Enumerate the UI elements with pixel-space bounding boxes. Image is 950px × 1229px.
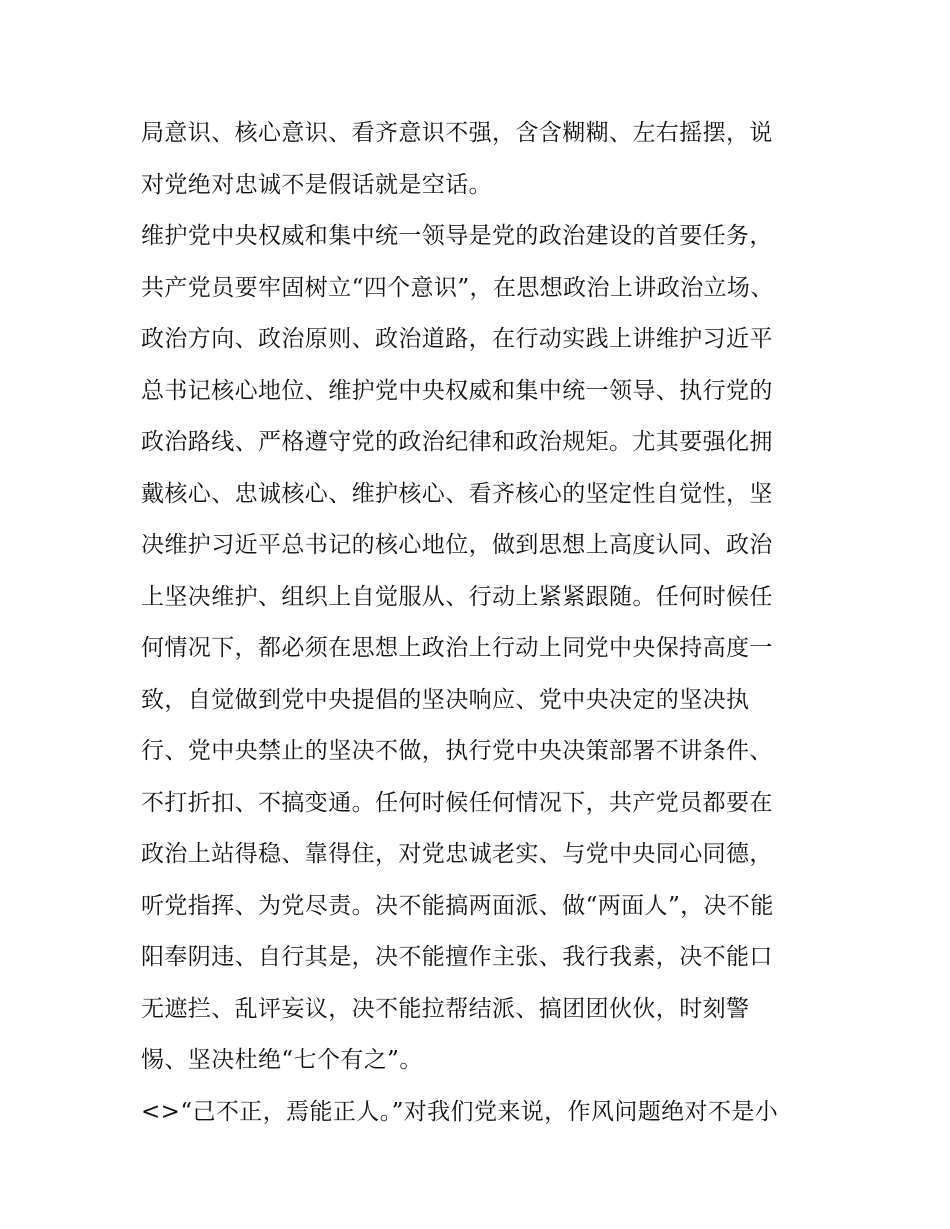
text-line: 无遮拦、乱评妄议，决不能拉帮结派、搞团团伙伙，时刻警 [141, 995, 750, 1022]
text-line: 政治路线、严格遵守党的政治纪律和政治规矩。尤其要强化拥 [141, 429, 773, 455]
text-line: 局意识、核心意识、看齐意识不强，含含糊糊、左右摇摆，说 [141, 120, 773, 146]
text-line: 政治上站得稳、靠得住，对党忠诚老实、与党中央同心同德， [141, 841, 773, 867]
text-line: 上坚决维护、组织上自觉服从、行动上紧紧跟随。任何时候任 [141, 583, 773, 610]
text-line: 对党绝对忠诚不是假话就是空话。 [141, 171, 492, 198]
text-line: 决维护习近平总书记的核心地位，做到思想上高度认同、政治 [141, 532, 773, 558]
text-line: 总书记核心地位、维护党中央权威和集中统一领导、执行党的 [141, 377, 773, 404]
text-line: 维护党中央权威和集中统一领导是党的政治建设的首要任务， [141, 223, 773, 249]
text-line: 何情况下，都必须在思想上政治上行动上同党中央保持高度一 [141, 635, 773, 661]
text-line: 政治方向、政治原则、政治道路，在行动实践上讲维护习近平 [141, 326, 773, 352]
text-line: 听党指挥、为党尽责。决不能搞两面派、做“两面人”，决不能 [141, 892, 774, 919]
text-line: 不打折扣、不搞变通。任何时候任何情况下，共产党员都要在 [141, 789, 773, 816]
text-line: 惕、坚决杜绝“七个有之”。 [141, 1047, 423, 1073]
text-line: 戴核心、忠诚核心、维护核心、看齐核心的坚定性自觉性，坚 [141, 480, 773, 507]
text-line: <>“己不正，焉能正人。”对我们党来说，作风问题绝对不是小 [141, 1098, 779, 1125]
text-line: 行、党中央禁止的坚决不做，执行党中央决策部署不讲条件、 [141, 738, 773, 764]
text-line: 阳奉阴违、自行其是，决不能擅作主张、我行我素，决不能口 [141, 944, 773, 970]
text-line: 共产党员要牢固树立“四个意识”，在思想政治上讲政治立场、 [141, 274, 774, 301]
text-line: 致，自觉做到党中央提倡的坚决响应、党中央决定的坚决执 [141, 686, 750, 713]
document-body-text [141, 108, 821, 1138]
